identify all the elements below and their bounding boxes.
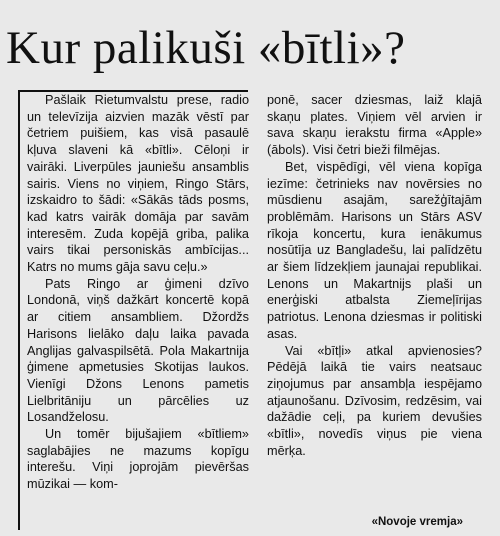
paragraph-5: Vai «bītļi» atkal apvienosies? Pēdējā laikā tie vairs neatsauc ziņojumus par ansambļa iespējamo atjaunošanu. Dzīvosim, redzēsim, vai dažādie ceļi, pa kuriem devušies «bītli», novedīs viņus pie viena mērķa. [267,343,482,458]
column-rule-left [18,90,20,530]
article-headline: Kur palikuši «bītli»? [6,22,406,74]
paragraph-4: Bet, vispēdīgi, vēl viena kopīga iezīme: četrinieks nav novērsies no mūsdienu asajām, sarežģītajām problēmām. Harisons un Stārs ASV rīkoja koncertu, kura ienākumus nosūtīja uz Bangladešu, lai palīdzētu ar šiem līdzekļiem jaunajai republikai. Lenons un Makartnijs plaši un enerģiski atbalsta Ziemeļīrijas patriotus. Lenona dziesmas ir politiski asas. [267,159,482,341]
paragraph-3-continued: ponē, sacer dziesmas, laiž klajā skaņu plates. Viņiem vēl arvien ir sava skaņu ierakstu firma «Apple» (ābols). Visi četri bieži filmējas. [267,93,482,158]
paragraph-3: Un tomēr bijušajiem «bītliem» saglabājies ne mazums kopīgu interešu. Viņi joprojām pievēršas mūzikai — kom- [27,427,249,492]
paragraph-1: Pašlaik Rietumvalstu prese, radio un televīzija aizvien mazāk vēstī par četriem puišiem, kas visā pasaulē kļuva slaveni kā «bītli». Cēloņi ir vairāki. Liverpūles jauniešu ansamblis sairis. Viens no viņiem, Ringo Stārs, izskaidro to šādi: «Sākās tāds posms, kad katrs vairāk domāja par savām interesēm. Zuda kopējā griba, palika vairs tikai personiskās ambīcijas... Katrs no mums gāja savu ceļu.» [27,93,249,275]
paragraph-2: Pats Ringo ar ģimeni dzīvo Londonā, viņš dažkārt koncertē kopā ar citiem ansambliem. Džordžs Harisons lielāko daļu laika pavada Anglijas galvaspilsētā. Pola Makartnija ģimene apmetusies Skotijas laukos. Vienīgi Džons Lenons pametis Lielbritāniju un pārcēlies uz Losandželosu. [27,276,249,425]
source-attribution: «Novoje vremja» [371,516,463,528]
article-column-1 [27,92,249,493]
article-body [18,90,482,530]
article-column-2 [267,92,482,459]
